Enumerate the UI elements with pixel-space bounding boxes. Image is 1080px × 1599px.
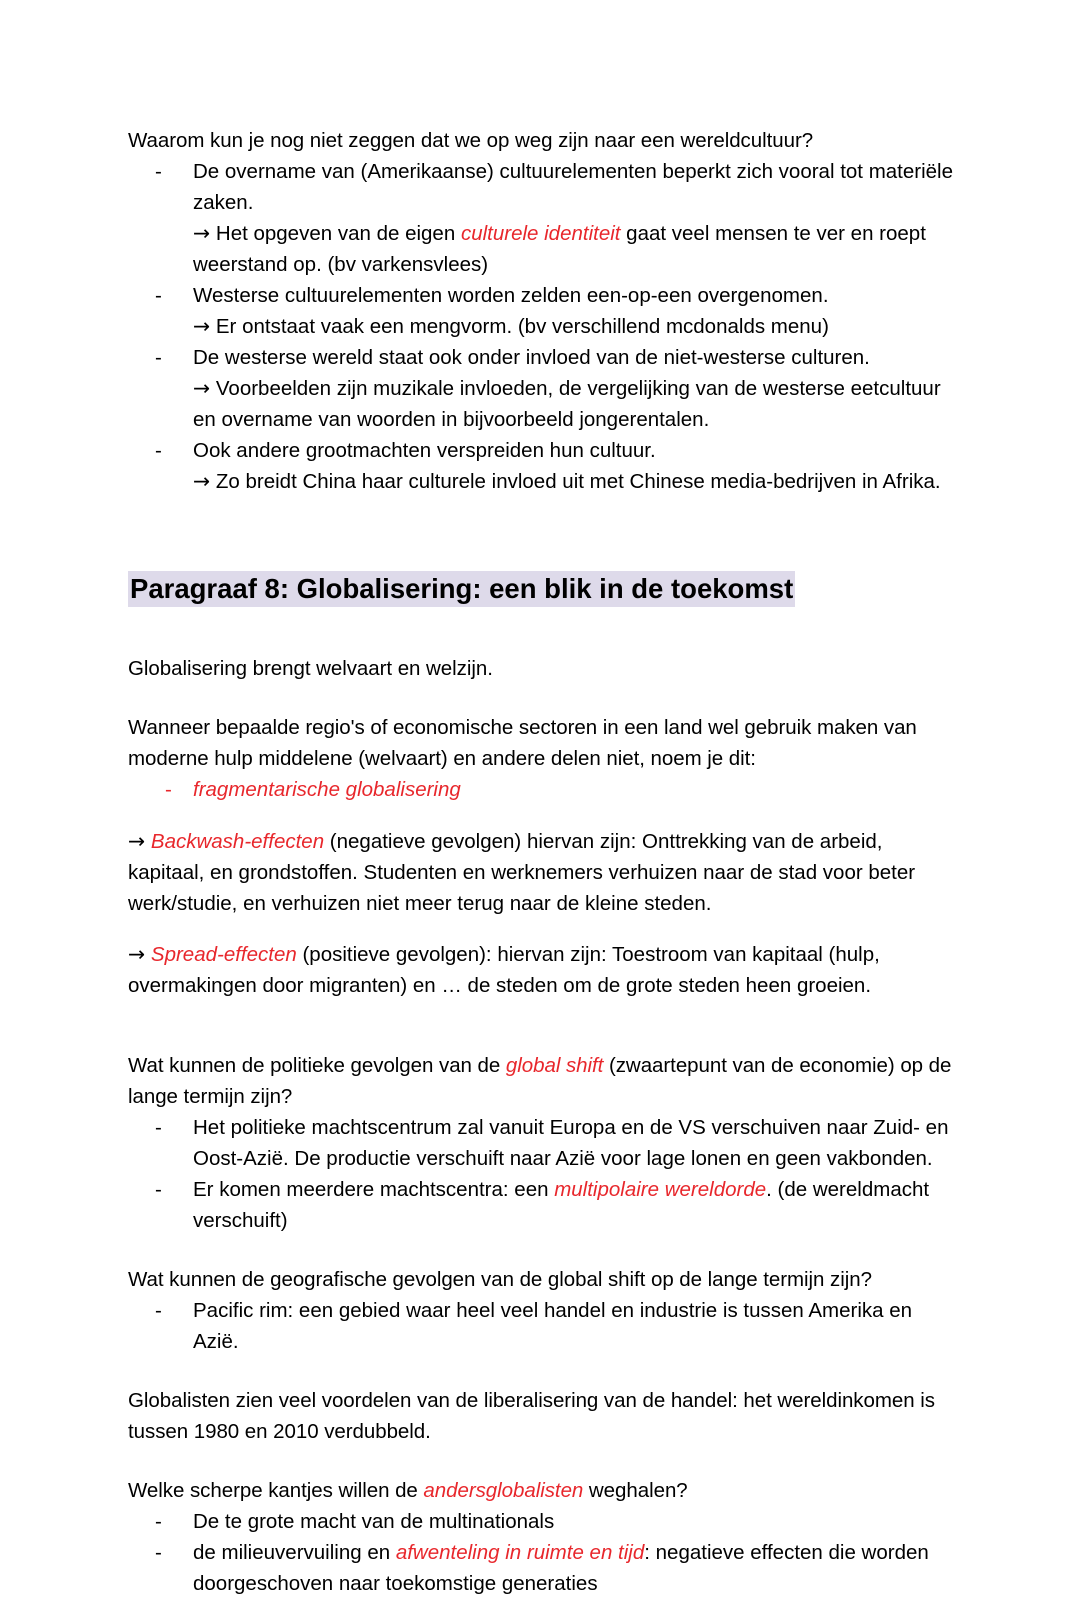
list-item <box>128 280 960 311</box>
list-item-text-after: . (de wereldmacht verschuift) <box>193 1177 930 1232</box>
list-item <box>128 1112 960 1174</box>
bullet-dash: - <box>155 1177 162 1201</box>
bullet-dash: - <box>155 284 162 307</box>
spacer <box>128 684 960 712</box>
term-spread-effecten: Spread-effecten <box>150 943 297 966</box>
sub-note <box>128 373 960 435</box>
sub-note-after: gaat veel mensen te ver en roept weerstand op. (bv varkensvlees) <box>193 222 926 276</box>
bullet-dash: - <box>165 778 172 801</box>
term-multipolaire-wereldorde: multipolaire wereldorde <box>554 1177 767 1201</box>
sub-note-before: Er ontstaat vaak een mengvorm. (bv verschillend mcdonalds menu) <box>210 315 829 338</box>
list-item-text-after: : negatieve effecten die worden doorgeschoven naar toekomstige generaties <box>193 1540 929 1595</box>
list-item <box>128 1506 960 1537</box>
list-item-text: De overname van (Amerikaanse) cultuurelementen beperkt zich vooral tot materiële zaken. <box>193 160 954 214</box>
arrow-icon: → <box>193 469 211 493</box>
spread-rest: (positieve gevolgen): hiervan zijn: Toestroom van kapitaal (hulp, overmakingen door migranten) en … de steden om de grote steden heen groeien. <box>128 943 880 997</box>
antiglobalists-question-after: weghalen? <box>583 1478 688 1502</box>
arrow-icon: → <box>128 828 146 853</box>
arrow-icon: → <box>193 221 211 245</box>
list-item-text: Ook andere grootmachten verspreiden hun cultuur. <box>193 439 656 462</box>
sub-note <box>128 218 960 280</box>
term-afwenteling-in-ruimte-en-tijd: afwenteling in ruimte en tijd <box>395 1540 645 1564</box>
fragmentary-lead: Wanneer bepaalde regio's of economische sectoren in een land wel gebruik maken van moderne hulp middelene (welvaart) en andere delen niet, noem je dit: <box>128 716 917 770</box>
political-question-after: (zwaartepunt van de economie) op de lange termijn zijn? <box>128 1053 952 1108</box>
bullet-dash: - <box>155 160 162 183</box>
arrow-icon: → <box>193 314 211 338</box>
term-culturele-identiteit: culturele identiteit <box>460 222 621 245</box>
sub-note-before: Het opgeven van de eigen <box>210 222 461 245</box>
political-question <box>128 1050 960 1112</box>
term-backwash-effecten: Backwash-effecten <box>150 829 325 853</box>
list-item <box>128 156 960 218</box>
page-title <box>128 569 795 609</box>
spacer <box>128 1236 960 1264</box>
spacer <box>128 609 960 653</box>
geographic-question: Wat kunnen de geografische gevolgen van de global shift op de lange termijn zijn? <box>128 1267 872 1291</box>
antiglobalists-question <box>128 1475 960 1506</box>
sub-note <box>128 311 960 342</box>
list-item-text-before: Er komen meerdere machtscentra: een <box>193 1177 555 1201</box>
globalists-paragraph: Globalisten zien veel voordelen van de liberalisering van de handel: het wereldinkomen is tussen 1980 en 2010 verdubbeld. <box>128 1388 935 1443</box>
antiglobalists-question-before: Welke scherpe kantjes willen de <box>128 1478 424 1502</box>
list-item-text: Westerse cultuurelementen worden zelden een-op-een overgenomen. <box>193 284 829 307</box>
spacer <box>128 1357 960 1385</box>
section-heading <box>128 569 960 609</box>
spacer <box>128 1447 960 1475</box>
bullet-dash: - <box>155 1115 162 1139</box>
spread-paragraph <box>128 939 960 1001</box>
political-question-before: Wat kunnen de politieke gevolgen van de <box>128 1053 506 1077</box>
term-global-shift: global shift <box>505 1053 604 1077</box>
list-item-fragmentarische <box>128 774 960 805</box>
sub-note-before: Voorbeelden zijn muzikale invloeden, de vergelijking van de westerse eetcultuur en overname van woorden in bijvoorbeeld jongerentalen. <box>193 377 941 431</box>
spacer <box>128 1022 960 1050</box>
list-item <box>128 1295 960 1357</box>
bullet-dash: - <box>155 346 162 369</box>
arrow-icon: → <box>193 376 211 400</box>
spacer <box>128 541 960 569</box>
list-item <box>128 435 960 466</box>
bullet-dash: - <box>155 439 162 462</box>
document-body <box>128 125 960 1599</box>
term-fragmentarische-globalisering: fragmentarische globalisering <box>193 778 461 801</box>
wereldcultuur-question: Waarom kun je nog niet zeggen dat we op weg zijn naar een wereldcultuur? <box>128 129 814 152</box>
bullet-dash: - <box>155 1298 162 1322</box>
list-item-text: Pacific rim: een gebied waar heel veel handel en industrie is tussen Amerika en Azië. <box>193 1298 913 1353</box>
list-item <box>128 1537 960 1599</box>
spacer <box>128 497 960 541</box>
list-item <box>128 1174 960 1236</box>
list-item-text-before: de milieuvervuiling en <box>193 1540 396 1564</box>
list-item <box>128 342 960 373</box>
list-item-text: De te grote macht van de multinationals <box>193 1509 555 1533</box>
heading-highlight: Paragraaf 8: Globalisering: een blik in de toekomst <box>128 571 795 607</box>
term-andersglobalisten: andersglobalisten <box>423 1478 584 1502</box>
backwash-paragraph <box>128 826 960 919</box>
arrow-icon: → <box>128 942 146 966</box>
backwash-rest: (negatieve gevolgen) hiervan zijn: Onttrekking van de arbeid, kapitaal, en grondstoffen. Studenten en werknemers verhuizen naar de stad voor beter werk/studie, en verhuizen niet meer terug naar de kleine steden. <box>128 829 916 915</box>
list-item-text: Het politieke machtscentrum zal vanuit Europa en de VS verschuiven naar Zuid- en Oost-Azië. De productie verschuift naar Azië voor lage lonen en geen vakbonden. <box>193 1115 949 1170</box>
bullet-dash: - <box>155 1540 162 1564</box>
bullet-dash: - <box>155 1509 162 1533</box>
globalisering-intro: Globalisering brengt welvaart en welzijn. <box>128 657 493 680</box>
sub-note-before: Zo breidt China haar culturele invloed uit met Chinese media-bedrijven in Afrika. <box>210 470 941 493</box>
list-item-text: De westerse wereld staat ook onder invloed van de niet-westerse culturen. <box>193 346 870 369</box>
sub-note <box>128 466 960 497</box>
